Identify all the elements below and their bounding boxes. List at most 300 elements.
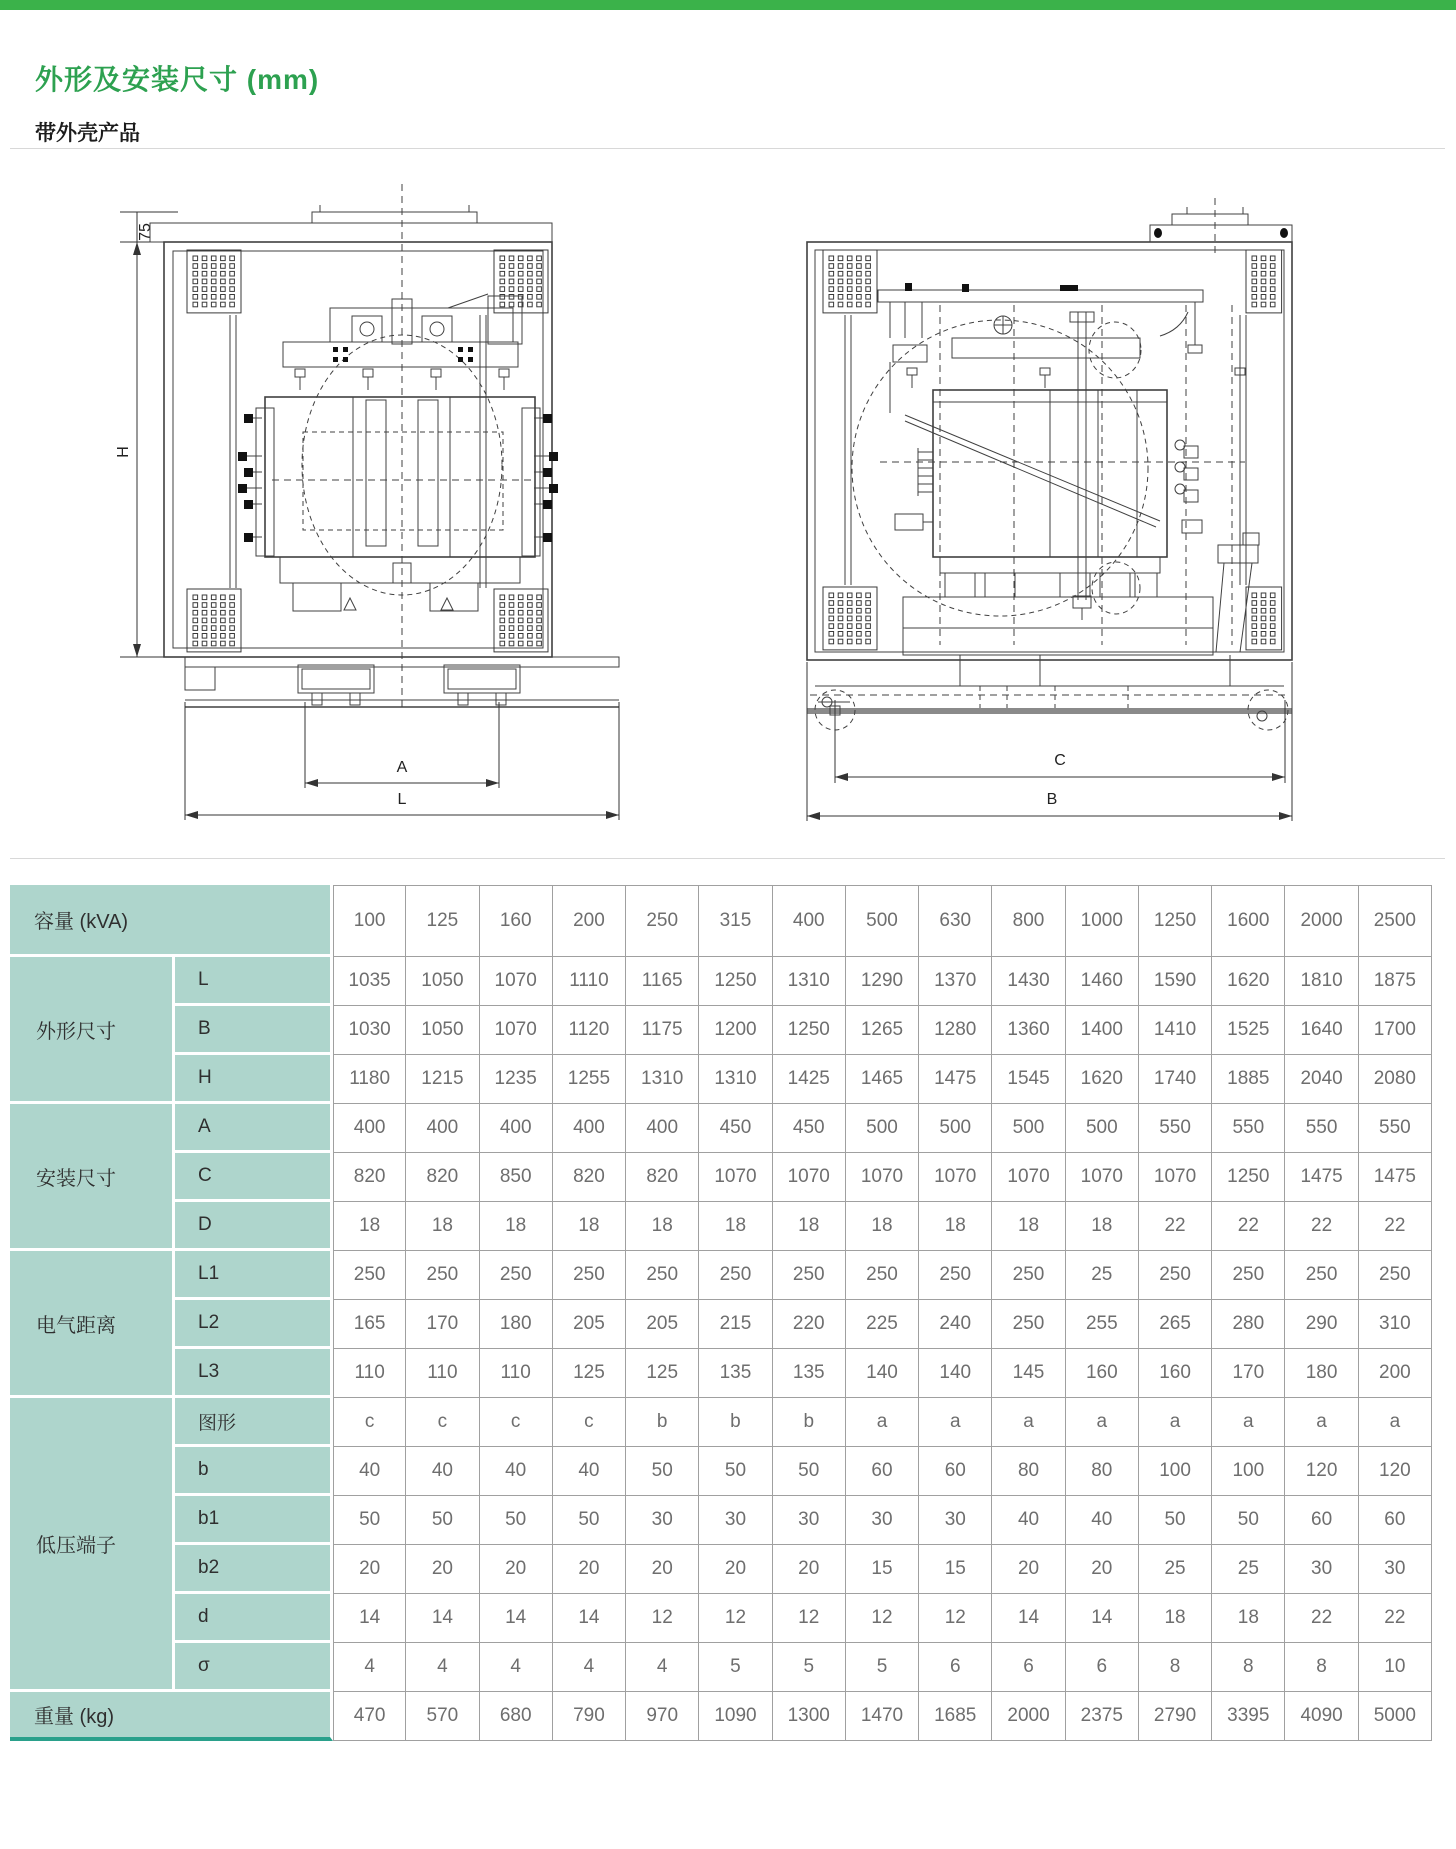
table-cell: 250 <box>480 1251 553 1300</box>
table-cell: 20 <box>1066 1545 1139 1594</box>
table-cell: 20 <box>406 1545 479 1594</box>
table-cell: 850 <box>480 1153 553 1202</box>
table-cell: 50 <box>1212 1496 1285 1545</box>
table-cell: 20 <box>333 1545 406 1594</box>
table-cell: 200 <box>1359 1349 1432 1398</box>
table-cell: 170 <box>406 1300 479 1349</box>
table-cell: 500 <box>919 1104 992 1153</box>
table-cell: 2000 <box>1285 885 1358 957</box>
table-cell: 265 <box>1139 1300 1212 1349</box>
vent-grid <box>1246 250 1282 313</box>
vent-grid <box>494 589 548 652</box>
table-cell: 250 <box>1359 1251 1432 1300</box>
table-cell: 790 <box>553 1692 626 1741</box>
table-cell: 1700 <box>1359 1006 1432 1055</box>
table-cell: 1090 <box>699 1692 772 1741</box>
row-label: H <box>175 1055 333 1104</box>
table-cell: 1600 <box>1212 885 1285 957</box>
table-cell: 1620 <box>1212 957 1285 1006</box>
table-cell: 800 <box>992 885 1065 957</box>
table-cell: 290 <box>1285 1300 1358 1349</box>
table-cell: 250 <box>1212 1251 1285 1300</box>
row-label: C <box>175 1153 333 1202</box>
spec-table <box>10 885 1432 1741</box>
table-cell: 40 <box>992 1496 1065 1545</box>
table-cell: 18 <box>480 1202 553 1251</box>
table-cell: c <box>553 1398 626 1447</box>
table-cell: 1310 <box>626 1055 699 1104</box>
table-cell: 205 <box>553 1300 626 1349</box>
table-cell: 1070 <box>992 1153 1065 1202</box>
top-accent-bar <box>0 0 1456 10</box>
side-view-drawing <box>780 175 1325 840</box>
table-cell: 500 <box>846 885 919 957</box>
table-cell: 6 <box>992 1643 1065 1692</box>
table-cell: 160 <box>1066 1349 1139 1398</box>
row-label-weight: 重量 (kg) <box>10 1692 333 1741</box>
row-label: B <box>175 1006 333 1055</box>
table-cell: 50 <box>480 1496 553 1545</box>
row-label: L3 <box>175 1349 333 1398</box>
table-cell: b <box>626 1398 699 1447</box>
table-cell: 250 <box>406 1251 479 1300</box>
table-cell: 40 <box>333 1447 406 1496</box>
divider-top <box>10 148 1445 149</box>
table-cell: 12 <box>919 1594 992 1643</box>
row-label-capacity: 容量 (kVA) <box>10 885 333 957</box>
table-cell: 15 <box>919 1545 992 1594</box>
table-cell: 450 <box>699 1104 772 1153</box>
table-cell: 250 <box>553 1251 626 1300</box>
table-cell: 3395 <box>1212 1692 1285 1741</box>
table-cell: 60 <box>846 1447 919 1496</box>
table-cell: 50 <box>626 1447 699 1496</box>
table-cell: 250 <box>919 1251 992 1300</box>
table-cell: 255 <box>1066 1300 1139 1349</box>
table-cell: 18 <box>1139 1594 1212 1643</box>
row-label: L2 <box>175 1300 333 1349</box>
front-view-drawing <box>110 175 655 840</box>
table-cell: c <box>406 1398 479 1447</box>
table-cell: 1070 <box>773 1153 846 1202</box>
table-cell: 18 <box>846 1202 919 1251</box>
vent-grid <box>187 250 241 313</box>
table-cell: 20 <box>773 1545 846 1594</box>
table-cell: 1360 <box>992 1006 1065 1055</box>
table-cell: 80 <box>1066 1447 1139 1496</box>
table-cell: 20 <box>992 1545 1065 1594</box>
table-cell: 40 <box>406 1447 479 1496</box>
table-cell: a <box>1359 1398 1432 1447</box>
table-cell: 1035 <box>333 957 406 1006</box>
table-cell: 8 <box>1285 1643 1358 1692</box>
table-cell: 110 <box>333 1349 406 1398</box>
table-cell: 250 <box>626 1251 699 1300</box>
vent-grid <box>494 250 548 313</box>
table-cell: 500 <box>992 1104 1065 1153</box>
table-cell: 100 <box>1212 1447 1285 1496</box>
table-cell: 205 <box>626 1300 699 1349</box>
table-cell: 1310 <box>699 1055 772 1104</box>
dimension-a <box>305 702 499 788</box>
table-cell: 1425 <box>773 1055 846 1104</box>
table-cell: 1235 <box>480 1055 553 1104</box>
table-cell: 1475 <box>919 1055 992 1104</box>
table-cell: 1265 <box>846 1006 919 1055</box>
table-cell: 550 <box>1139 1104 1212 1153</box>
table-cell: 12 <box>773 1594 846 1643</box>
table-cell: 165 <box>333 1300 406 1349</box>
table-cell: 135 <box>773 1349 846 1398</box>
table-cell: 400 <box>406 1104 479 1153</box>
base-assembly-side <box>807 655 1292 730</box>
table-cell: 1070 <box>846 1153 919 1202</box>
table-cell: 30 <box>846 1496 919 1545</box>
table-cell: 1215 <box>406 1055 479 1104</box>
table-cell: 1430 <box>992 957 1065 1006</box>
table-cell: 1810 <box>1285 957 1358 1006</box>
table-cell: 2790 <box>1139 1692 1212 1741</box>
table-cell: 250 <box>626 885 699 957</box>
row-label: L <box>175 957 333 1006</box>
table-cell: 135 <box>699 1349 772 1398</box>
table-cell: 680 <box>480 1692 553 1741</box>
table-cell: 550 <box>1359 1104 1432 1153</box>
table-cell: 1165 <box>626 957 699 1006</box>
table-cell: 1640 <box>1285 1006 1358 1055</box>
table-cell: 120 <box>1359 1447 1432 1496</box>
row-label: b2 <box>175 1545 333 1594</box>
table-cell: 1620 <box>1066 1055 1139 1104</box>
table-cell: 1290 <box>846 957 919 1006</box>
table-cell: 30 <box>699 1496 772 1545</box>
page-subtitle: 带外壳产品 <box>35 122 140 145</box>
table-cell: 820 <box>333 1153 406 1202</box>
row-label: d <box>175 1594 333 1643</box>
table-cell: 1685 <box>919 1692 992 1741</box>
table-cell: 100 <box>1139 1447 1212 1496</box>
table-cell: 450 <box>773 1104 846 1153</box>
table-cell: 820 <box>553 1153 626 1202</box>
table-cell: 220 <box>773 1300 846 1349</box>
table-cell: 1465 <box>846 1055 919 1104</box>
table-cell: 140 <box>919 1349 992 1398</box>
table-cell: 500 <box>846 1104 919 1153</box>
table-cell: 5 <box>773 1643 846 1692</box>
table-cell: 50 <box>699 1447 772 1496</box>
table-cell: 400 <box>553 1104 626 1153</box>
table-cell: 1300 <box>773 1692 846 1741</box>
table-cell: 22 <box>1212 1202 1285 1251</box>
divider-table <box>10 858 1445 859</box>
dim-label-a: A <box>396 759 408 776</box>
table-cell: a <box>1139 1398 1212 1447</box>
table-cell: 470 <box>333 1692 406 1741</box>
table-cell: 250 <box>992 1300 1065 1349</box>
table-cell: 2000 <box>992 1692 1065 1741</box>
table-cell: 2500 <box>1359 885 1432 957</box>
table-cell: 820 <box>406 1153 479 1202</box>
table-cell: 160 <box>1139 1349 1212 1398</box>
table-cell: 40 <box>1066 1496 1139 1545</box>
table-cell: 250 <box>1139 1251 1212 1300</box>
table-cell: a <box>1285 1398 1358 1447</box>
dimension-h <box>115 212 178 657</box>
table-cell: 18 <box>699 1202 772 1251</box>
table-cell: 180 <box>1285 1349 1358 1398</box>
table-cell: 1875 <box>1359 957 1432 1006</box>
table-cell: 18 <box>553 1202 626 1251</box>
table-cell: 240 <box>919 1300 992 1349</box>
table-cell: 110 <box>480 1349 553 1398</box>
table-cell: 60 <box>1285 1496 1358 1545</box>
table-cell: 2375 <box>1066 1692 1139 1741</box>
table-cell: 4 <box>333 1643 406 1692</box>
transformer-side <box>852 283 1259 655</box>
table-cell: 250 <box>333 1251 406 1300</box>
table-cell: 1410 <box>1139 1006 1212 1055</box>
table-cell: 40 <box>553 1447 626 1496</box>
table-cell: c <box>333 1398 406 1447</box>
table-cell: 18 <box>773 1202 846 1251</box>
table-cell: 400 <box>773 885 846 957</box>
table-cell: a <box>1066 1398 1139 1447</box>
table-cell: 18 <box>992 1202 1065 1251</box>
table-cell: 1475 <box>1285 1153 1358 1202</box>
table-cell: 160 <box>480 885 553 957</box>
table-cell: 25 <box>1212 1545 1285 1594</box>
table-cell: 1175 <box>626 1006 699 1055</box>
table-cell: 22 <box>1139 1202 1212 1251</box>
table-cell: 6 <box>1066 1643 1139 1692</box>
table-cell: c <box>480 1398 553 1447</box>
table-cell: 1120 <box>553 1006 626 1055</box>
table-cell: 400 <box>480 1104 553 1153</box>
table-cell: a <box>992 1398 1065 1447</box>
vent-grid <box>823 250 877 313</box>
vent-grid <box>1246 587 1282 650</box>
table-cell: 20 <box>699 1545 772 1594</box>
table-cell: 1250 <box>699 957 772 1006</box>
table-cell: 1050 <box>406 957 479 1006</box>
table-cell: 1070 <box>699 1153 772 1202</box>
vent-grid <box>187 589 241 652</box>
table-cell: 1070 <box>1139 1153 1212 1202</box>
table-cell: 125 <box>553 1349 626 1398</box>
table-cell: 4 <box>626 1643 699 1692</box>
row-label: 图形 <box>175 1398 333 1447</box>
table-cell: 14 <box>1066 1594 1139 1643</box>
table-cell: 1050 <box>406 1006 479 1055</box>
table-cell: 1475 <box>1359 1153 1432 1202</box>
group-label: 低压端子 <box>10 1398 175 1692</box>
table-cell: 4090 <box>1285 1692 1358 1741</box>
table-cell: 14 <box>480 1594 553 1643</box>
dim-label-c: C <box>1054 752 1066 769</box>
table-cell: 1070 <box>480 1006 553 1055</box>
table-cell: 14 <box>992 1594 1065 1643</box>
table-cell: 14 <box>333 1594 406 1643</box>
table-cell: 400 <box>626 1104 699 1153</box>
table-cell: 22 <box>1285 1594 1358 1643</box>
group-label: 外形尺寸 <box>10 957 175 1104</box>
table-cell: b <box>699 1398 772 1447</box>
table-cell: 125 <box>406 885 479 957</box>
table-cell: 570 <box>406 1692 479 1741</box>
row-label: D <box>175 1202 333 1251</box>
table-cell: 5 <box>846 1643 919 1692</box>
table-cell: 5 <box>699 1643 772 1692</box>
table-cell: 8 <box>1212 1643 1285 1692</box>
table-cell: 630 <box>919 885 992 957</box>
table-cell: 140 <box>846 1349 919 1398</box>
table-cell: 1310 <box>773 957 846 1006</box>
table-cell: 18 <box>1212 1594 1285 1643</box>
table-cell: 125 <box>626 1349 699 1398</box>
table-cell: 60 <box>1359 1496 1432 1545</box>
table-cell: 250 <box>1285 1251 1358 1300</box>
table-cell: 20 <box>626 1545 699 1594</box>
table-cell: 500 <box>1066 1104 1139 1153</box>
table-cell: 550 <box>1212 1104 1285 1153</box>
table-cell: 1255 <box>553 1055 626 1104</box>
table-cell: a <box>919 1398 992 1447</box>
table-cell: 180 <box>480 1300 553 1349</box>
table-cell: 550 <box>1285 1104 1358 1153</box>
table-cell: 225 <box>846 1300 919 1349</box>
table-cell: 18 <box>1066 1202 1139 1251</box>
row-label: σ <box>175 1643 333 1692</box>
table-cell: 30 <box>919 1496 992 1545</box>
table-cell: 250 <box>773 1251 846 1300</box>
table-cell: 30 <box>1359 1545 1432 1594</box>
table-cell: 110 <box>406 1349 479 1398</box>
table-cell: 30 <box>1285 1545 1358 1594</box>
table-cell: 1070 <box>919 1153 992 1202</box>
table-cell: 2040 <box>1285 1055 1358 1104</box>
table-cell: 1030 <box>333 1006 406 1055</box>
table-cell: 1545 <box>992 1055 1065 1104</box>
table-cell: 250 <box>699 1251 772 1300</box>
table-cell: 50 <box>773 1447 846 1496</box>
table-cell: 12 <box>626 1594 699 1643</box>
table-cell: 1250 <box>1212 1153 1285 1202</box>
table-cell: 970 <box>626 1692 699 1741</box>
table-cell: 100 <box>333 885 406 957</box>
table-cell: 14 <box>553 1594 626 1643</box>
table-cell: 1000 <box>1066 885 1139 957</box>
table-cell: 215 <box>699 1300 772 1349</box>
dim-label-b: B <box>1046 791 1058 808</box>
group-label: 电气距离 <box>10 1251 175 1398</box>
table-cell: 22 <box>1359 1594 1432 1643</box>
table-cell: 4 <box>480 1643 553 1692</box>
table-cell: b <box>773 1398 846 1447</box>
dim-label-l: L <box>397 791 407 808</box>
table-cell: 1885 <box>1212 1055 1285 1104</box>
dim-label-75: 75 <box>137 223 154 241</box>
table-cell: 1250 <box>773 1006 846 1055</box>
table-cell: 50 <box>333 1496 406 1545</box>
table-cell: 50 <box>1139 1496 1212 1545</box>
table-cell: 14 <box>406 1594 479 1643</box>
table-cell: a <box>1212 1398 1285 1447</box>
dim-label-h: H <box>115 446 132 458</box>
table-cell: 280 <box>1212 1300 1285 1349</box>
table-cell: 1400 <box>1066 1006 1139 1055</box>
table-cell: 1370 <box>919 957 992 1006</box>
table-cell: 18 <box>919 1202 992 1251</box>
table-cell: 315 <box>699 885 772 957</box>
table-cell: 12 <box>846 1594 919 1643</box>
table-cell: 6 <box>919 1643 992 1692</box>
table-cell: 80 <box>992 1447 1065 1496</box>
table-cell: 20 <box>480 1545 553 1594</box>
table-cell: 30 <box>626 1496 699 1545</box>
table-cell: 310 <box>1359 1300 1432 1349</box>
table-cell: 18 <box>333 1202 406 1251</box>
table-cell: 22 <box>1359 1202 1432 1251</box>
row-label: b <box>175 1447 333 1496</box>
table-cell: 50 <box>553 1496 626 1545</box>
table-cell: 22 <box>1285 1202 1358 1251</box>
row-label: b1 <box>175 1496 333 1545</box>
table-cell: 5000 <box>1359 1692 1432 1741</box>
table-cell: 120 <box>1285 1447 1358 1496</box>
table-cell: 60 <box>919 1447 992 1496</box>
table-cell: 18 <box>406 1202 479 1251</box>
group-label: 安装尺寸 <box>10 1104 175 1251</box>
row-label: A <box>175 1104 333 1153</box>
table-cell: 200 <box>553 885 626 957</box>
table-cell: 25 <box>1139 1545 1212 1594</box>
table-cell: 25 <box>1066 1251 1139 1300</box>
table-cell: 1740 <box>1139 1055 1212 1104</box>
table-cell: 30 <box>773 1496 846 1545</box>
table-cell: 20 <box>553 1545 626 1594</box>
table-cell: 1470 <box>846 1692 919 1741</box>
table-cell: 1180 <box>333 1055 406 1104</box>
table-cell: 4 <box>406 1643 479 1692</box>
table-cell: 40 <box>480 1447 553 1496</box>
table-cell: 1590 <box>1139 957 1212 1006</box>
table-cell: 2080 <box>1359 1055 1432 1104</box>
page-title: 外形及安装尺寸 (mm) <box>35 64 320 95</box>
table-cell: 12 <box>699 1594 772 1643</box>
table-cell: 1110 <box>553 957 626 1006</box>
table-cell: 250 <box>846 1251 919 1300</box>
table-cell: a <box>846 1398 919 1447</box>
table-cell: 1250 <box>1139 885 1212 957</box>
table-cell: 400 <box>333 1104 406 1153</box>
table-cell: 1525 <box>1212 1006 1285 1055</box>
enclosure-frame <box>150 205 552 657</box>
table-cell: 18 <box>626 1202 699 1251</box>
table-cell: 250 <box>992 1251 1065 1300</box>
table-cell: 4 <box>553 1643 626 1692</box>
table-cell: 820 <box>626 1153 699 1202</box>
table-cell: 10 <box>1359 1643 1432 1692</box>
table-cell: 1200 <box>699 1006 772 1055</box>
table-cell: 1460 <box>1066 957 1139 1006</box>
table-cell: 170 <box>1212 1349 1285 1398</box>
table-cell: 1070 <box>1066 1153 1139 1202</box>
table-cell: 50 <box>406 1496 479 1545</box>
row-label: L1 <box>175 1251 333 1300</box>
vent-grid <box>823 587 877 650</box>
table-cell: 8 <box>1139 1643 1212 1692</box>
table-cell: 145 <box>992 1349 1065 1398</box>
